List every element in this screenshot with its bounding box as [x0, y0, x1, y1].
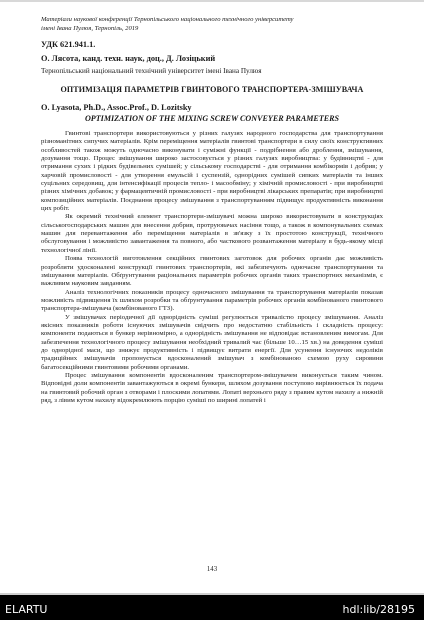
body-paragraph: Поява технологій виготовлення секційних гвинтових заготовок для робочих органів дає можливість розробляти удосконалені конструкції гвинтових транспортерів, які забезпечують одночасне транспортування та змішування матеріалів. Обґрунтування раціональних параметрів робочих органів таких транспортних механізмів, є важливим науковим завданням. — [41, 255, 383, 288]
body-paragraph: Гвинтові транспортери використовуються у різних галузях народного господарства для транспортування різноманітних сипучих матеріалів. Крім переміщення матеріалів гвинтові транспортери в силу своїх конструктивних особливостей також можуть одночасно виконувати і суміжні функції - подрібнення або дроблення, змішування, дозування тощо. Процес змішування широко застосовується у різних галузях виробництва: у будівництві - для отримання сухих і рідких будівельних сумішей; у сільському господарстві - для отримання комбікормів і добрив; у харчовій промисловості - для утворення емульсій і суспензій, однорідних сумішей сипких матеріалів та інших суцільних середовищ, для інтенсифікації процесів тепло- і масообміну; у хімічній промисловості - при виробництві різних хімічних добавок; у фармацевтичній промисловості - при виробництві лікарських препаратів; при виробництві композиційних матеріалів. Поєднання процесу змішування з транспортуванням підвищує продуктивність виконання цих робіт. — [41, 130, 383, 213]
conference-line: Матеріали наукової конференції Тернопільського національного технічного університету — [41, 16, 294, 23]
body-paragraph: У змішувачах періодичної дії однорідність суміші регулюється тривалістю процесу змішування. Аналіз якісних показників роботи існуючих змішувачів свідчить про недостатню стабільність і складність процесу: компоненти подаються в бункер нерівномірно, а однорідність змішування не відповідає встановленим вимогам. Для забезпечення технологічного процесу змішування необхідний тривалий час (більше 10…15 хв.) на доведення суміші до однорідної маси, що знижує продуктивність і підвищує витрати енергії. Для усунення існуючих недоліків традиційних змішувачів пропонується вдосконалений змішувач з комбінованою схемою руху сировини багатосекційними гвинтовими робочими органами. — [41, 313, 383, 371]
authors-english: O. Lyasota, Ph.D., Assoc.Prof., D. Lozitsky — [41, 103, 192, 112]
udc-code: УДК 621.941.1. — [41, 40, 96, 49]
scan-top-edge — [0, 0, 424, 2]
body-paragraph: Як окремий технічний елемент транспортери-змішувачі можна широко використовувати в конструкціях сільськогосподарських машин для внесення добрив, протруювачах насіння тощо, а також в компонувальних схемах машин для перевантаження або переміщення матеріалів в зв'язку з їх простотою конструкції, технічного обслуговування і можливістю завантаження та повного, або часткового розвантаження матеріалу в будь-якому місці технологічної лінії. — [41, 213, 383, 254]
title-english: OPTIMIZATION OF THE MIXING SCREW CONVEYER PARAMETERS — [84, 114, 340, 123]
affiliation: Тернопільський національний технічний університет імені Івана Пулюя — [41, 67, 262, 75]
title-ukrainian: ОПТИМІЗАЦІЯ ПАРАМЕТРІВ ГВИНТОВОГО ТРАНСПОРТЕРА-ЗМІШУВАЧА — [60, 85, 364, 94]
conference-line-cont: імені Івана Пулюя, Тернопіль, 2019 — [41, 24, 139, 32]
repository-footer-bar — [0, 595, 424, 620]
body-paragraph: Аналіз технологічних показників процесу одночасного змішування та транспортування матеріалів показав можливість підвищення їх шляхом розробки та обґрунтування параметрів робочих органів комбінованого гвинтового транспортера-змішувача (комбінованого ГТЗ). — [41, 288, 383, 313]
running-header — [41, 16, 381, 33]
body-paragraph: Процес змішування компонентів вдосконаленим транспортером-змішувачем виконується таким чином. Відповідні доли компонентів завантажуються в окремі бункери, шляхом дозування поступово вирівнюється їх подача на гвинтовий робочий орган з отворами і плоскими лопатями. Лопаті верхнього ряду з правим кутом нахилу а нижній ряд, з лівим кутом нахилу відокремлюють порцію суміші по ширині лопатей і — [41, 371, 383, 404]
article-body — [41, 130, 383, 405]
page-number: 143 — [206, 566, 218, 573]
authors-ukrainian: О. Лясота, канд. техн. наук, доц., Д. Лозіцький — [41, 54, 216, 63]
repository-name: ELARTU — [5, 603, 48, 616]
handle-identifier: hdl:lib/28195 — [342, 603, 415, 616]
